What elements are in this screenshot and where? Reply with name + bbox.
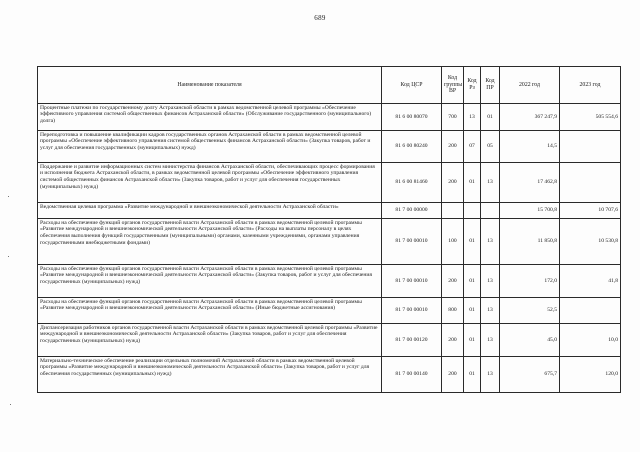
row-csr: 81 6 00 81460 (382, 163, 442, 203)
row-pr: 13 (481, 357, 500, 393)
row-csr: 81 6 00 80240 (382, 131, 442, 163)
row-name: Процентные платежи по государственному долгу Астраханской области в рамках ведомственной целевой программы «Обеспечение эффективного управления системой общественных финансов Астраханской области» (Обслуживание государственного (муниципального) долга) (38, 104, 382, 131)
table-row (38, 163, 621, 203)
table-row (38, 324, 621, 357)
row-name: Ведомственная целевая программа «Развитие международной и внешнеэкономической деятельности Астраханской области» (38, 203, 382, 219)
row-vr: 100 (442, 219, 464, 265)
row-2022: 367 247,9 (500, 104, 560, 131)
header-pr: Код ПР (481, 67, 500, 104)
header-2023: 2023 год (560, 67, 621, 104)
table-row (38, 357, 621, 393)
table-row (38, 203, 621, 219)
row-pr: 13 (481, 298, 500, 324)
row-vr (442, 203, 464, 219)
row-name: Диспансеризация работников органов государственной власти Астраханской области в рамках ведомственной целевой программы «Развитие международной и внешнеэкономической деятельности Астраханской области» (Закупка товаров, работ и услуг для обеспечения государственных (муниципальных) нужд) (38, 324, 382, 357)
row-2022: 17 462,8 (500, 163, 560, 203)
row-csr: 81 7 00 00010 (382, 219, 442, 265)
header-2022: 2022 год (500, 67, 560, 104)
page-number: 689 (314, 14, 326, 22)
row-2023 (560, 298, 621, 324)
row-rz: 07 (464, 131, 481, 163)
row-2022: 15 700,8 (500, 203, 560, 219)
scan-speck (10, 404, 11, 405)
header-vr: Код группы ВР (442, 67, 464, 104)
row-vr: 800 (442, 298, 464, 324)
row-pr: 05 (481, 131, 500, 163)
budget-table (37, 66, 621, 393)
row-2023: 10 707,6 (560, 203, 621, 219)
row-name: Материально-техническое обеспечение реализации отдельных полномочий Астраханской области в рамках ведомственной целевой программы «Развитие международной и внешнеэкономической деятельности Астраханской области» (Закупка товаров, работ и услуг для обеспечения государственных (муниципальных) нужд) (38, 357, 382, 393)
row-vr: 200 (442, 131, 464, 163)
row-vr: 200 (442, 265, 464, 298)
row-pr: 13 (481, 324, 500, 357)
row-2022: 52,5 (500, 298, 560, 324)
row-2023: 41,8 (560, 265, 621, 298)
row-rz: 01 (464, 298, 481, 324)
table-row (38, 265, 621, 298)
row-pr: 13 (481, 265, 500, 298)
row-rz: 01 (464, 163, 481, 203)
row-vr: 200 (442, 357, 464, 393)
row-pr: 13 (481, 163, 500, 203)
row-2023: 10,0 (560, 324, 621, 357)
row-csr: 81 7 00 00120 (382, 324, 442, 357)
row-2023 (560, 163, 621, 203)
row-csr: 81 7 00 00000 (382, 203, 442, 219)
row-csr: 81 7 00 00140 (382, 357, 442, 393)
row-name: Переподготовка и повышение квалификации кадров государственных органов Астраханской области в рамках ведомственной целевой программы «Обеспечение эффективного управления системой общественных финансов Астраханской области» (Закупка товаров, работ и услуг для обеспечения государственных (муниципальных) нужд) (38, 131, 382, 163)
row-csr: 81 6 00 80070 (382, 104, 442, 131)
row-2023 (560, 131, 621, 163)
table-header-row (38, 67, 621, 104)
row-rz: 01 (464, 324, 481, 357)
table-row (38, 219, 621, 265)
row-csr: 81 7 00 00010 (382, 298, 442, 324)
row-vr: 700 (442, 104, 464, 131)
header-name: Наименование показателя (38, 67, 382, 104)
row-2023: 10 530,8 (560, 219, 621, 265)
row-rz (464, 203, 481, 219)
row-name: Расходы на обеспечение функций органов государственной власти Астраханской области в рамках ведомственной целевой программы «Развитие международной и внешнеэкономической деятельности Астраханской области» (Расходы на выплаты персоналу в целях обеспечения выполнения функций государственными (муниципальными) органами, казенными учреждениями, органами управления государственными внебюджетными фондами) (38, 219, 382, 265)
row-2023: 505 554,6 (560, 104, 621, 131)
table-row (38, 131, 621, 163)
scan-speck (8, 196, 9, 197)
row-rz: 01 (464, 265, 481, 298)
row-vr: 200 (442, 163, 464, 203)
table-row (38, 104, 621, 131)
header-rz: Код Рз (464, 67, 481, 104)
row-name: Поддержание и развитие информационных систем министерства финансов Астраханской области, обеспечивающих процесс формирования и исполнения бюджета Астраханской области, в рамках ведомственной целевой программы «Обеспечение эффективного управления системой общественных финансов Астраханской области» (Закупка товаров, работ и услуг для обеспечения государственных (муниципальных) нужд) (38, 163, 382, 203)
row-2022: 45,0 (500, 324, 560, 357)
row-csr: 81 7 00 00010 (382, 265, 442, 298)
row-2022: 11 850,8 (500, 219, 560, 265)
row-2022: 172,0 (500, 265, 560, 298)
row-vr: 200 (442, 324, 464, 357)
row-name: Расходы на обеспечение функций органов государственной власти Астраханской области в рамках ведомственной целевой программы «Развитие международной и внешнеэкономической деятельности Астраханской области» (Иные бюджетные ассигнования) (38, 298, 382, 324)
row-2022: 675,7 (500, 357, 560, 393)
header-csr: Код ЦСР (382, 67, 442, 104)
row-rz: 01 (464, 357, 481, 393)
row-name: Расходы на обеспечение функций органов государственной власти Астраханской области в рамках ведомственной целевой программы «Развитие международной и внешнеэкономической деятельности Астраханской области» (Закупка товаров, работ и услуг для обеспечения государственных (муниципальных) нужд) (38, 265, 382, 298)
row-2023: 120,0 (560, 357, 621, 393)
row-pr: 13 (481, 219, 500, 265)
row-2022: 14,5 (500, 131, 560, 163)
row-rz: 13 (464, 104, 481, 131)
row-pr (481, 203, 500, 219)
scan-speck (8, 256, 9, 257)
row-pr: 01 (481, 104, 500, 131)
row-rz: 01 (464, 219, 481, 265)
table-row (38, 298, 621, 324)
